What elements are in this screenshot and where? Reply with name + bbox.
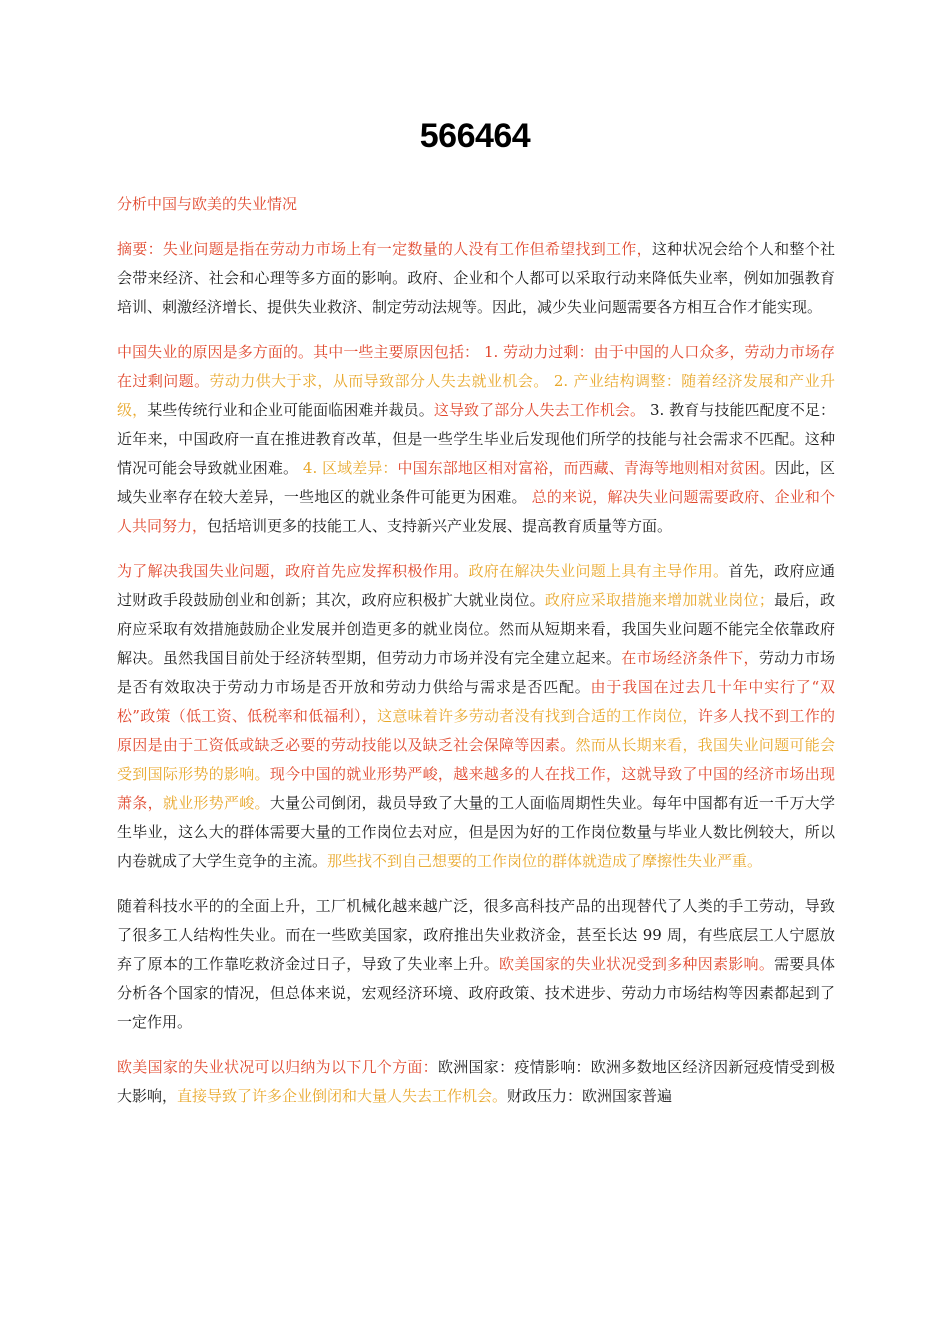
text-segment: 需要具体分析各个国家的情况，但总体来说，宏观经济环境、政府政策、技术进步、劳动力市场结构等因素都起到了一定作用。: [117, 955, 835, 1031]
paragraph: [117, 190, 835, 219]
text-segment: 3. 教育与技能匹配度不足：近年来，中国政府一直在推进教育改革，但是一些学生毕业后发现他们所学的技能与社会需求不匹配。这种情况可能会导致就业困难。: [117, 401, 835, 477]
text-segment: 在市场经济条件下，: [621, 649, 759, 667]
text-segment: 这意味着许多劳动者没有找到合适的工作岗位，: [377, 707, 698, 725]
text-segment: 欧美国家的失业状况受到多种因素影响。: [499, 955, 775, 973]
text-segment: 由于我国在过去几十年中实行了“双松”政策（低工资、低税率和低福利），: [117, 678, 835, 725]
text-segment: 政府应采取措施来增加就业岗位；: [544, 591, 774, 609]
text-segment: 首先，政府应通过财政手段鼓励创业和创新；其次，政府应积极扩大就业岗位。: [117, 562, 835, 609]
text-segment: 为了解决我国失业问题，政府首先应发挥积极作用。: [117, 562, 469, 580]
document-body: [117, 190, 835, 1127]
text-segment: 4. 区域差异：: [302, 459, 398, 477]
text-segment: 那些找不到自己想要的工作岗位的群体就造成了摩擦性失业严重。: [327, 852, 763, 870]
text-segment: 中国东部地区相对富裕，而西藏、青海等地则相对贫困。: [397, 459, 775, 477]
text-segment: 欧美国家的失业状况可以归纳为以下几个方面：: [117, 1058, 438, 1076]
text-segment: 劳动力供大于求，从而导致部分人失去就业机会。 2. 产业结构调整：随着经济发展和产业升级，: [117, 372, 835, 419]
text-segment: 大量公司倒闭，裁员导致了大量的工人面临周期性失业。每年中国都有近一千万大学生毕业，这么大的群体需要大量的工作岗位去对应，但是因为好的工作岗位数量与毕业人数比例较大，所以内卷就成了大学生竞争的主流。: [117, 794, 835, 870]
text-segment: 财政压力：欧洲国家普遍: [507, 1087, 673, 1105]
text-segment: 中国失业的原因是多方面的。其中一些主要原因包括： 1. 劳动力过剩：由于中国的人口众多，劳动力市场存在过剩问题。: [117, 343, 835, 390]
text-segment: 摘要：失业问题是指在劳动力市场上有一定数量的人没有工作但希望找到工作，: [117, 240, 652, 258]
document-title: 566464: [419, 117, 531, 155]
text-segment: 然而从长期来看，我国失业问题可能会受到国际形势的影响。: [117, 736, 835, 783]
text-segment: 欧洲国家：疫情影响：欧洲多数地区经济因新冠疫情受到极大影响，: [117, 1058, 835, 1105]
text-segment: 就业形势严峻。: [162, 794, 270, 812]
paragraph: [117, 338, 835, 541]
text-segment: 现今中国的就业形势严峻，越来越多的人在找工作，这就导致了中国的经济市场出现萧条，: [117, 765, 835, 812]
text-segment: 随着科技水平的的全面上升，工厂机械化越来越广泛，很多高科技产品的出现替代了人类的手工劳动，导致了很多工人结构性失业。而在一些欧美国家，政府推出失业救济金，甚至长达 99 周，有些底层工人宁愿放弃了原本的工作靠吃救济金过日子，导致了失业率上升。: [117, 897, 835, 973]
text-segment: 政府在解决失业问题上具有主导作用。: [468, 562, 729, 580]
text-segment: 许多人找不到工作的原因是由于工资低或缺乏必要的劳动技能以及缺乏社会保障等因素。: [117, 707, 835, 754]
text-segment: 直接导致了许多企业倒闭和大量人失去工作机会。: [177, 1087, 508, 1105]
text-segment: 分析中国与欧美的失业情况: [117, 195, 298, 213]
text-segment: 包括培训更多的技能工人、支持新兴产业发展、提高教育质量等方面。: [207, 517, 673, 535]
text-segment: 因此，区域失业率存在较大差异，一些地区的就业条件可能更为困难。: [117, 459, 835, 506]
paragraph: [117, 557, 835, 876]
text-segment: 某些传统行业和企业可能面临困难并裁员。: [147, 401, 434, 419]
paragraph: [117, 1053, 835, 1111]
text-segment: 这导致了部分人失去工作机会。: [433, 401, 646, 419]
paragraph: [117, 892, 835, 1037]
text-segment: 最后，政府应采取有效措施鼓励企业发展并创造更多的就业岗位。然而从短期来看，我国失业问题不能完全依靠政府解决。虽然我国目前处于经济转型期，但劳动力市场并没有完全建立起来。: [117, 591, 835, 667]
text-segment: 这种状况会给个人和整个社会带来经济、社会和心理等多方面的影响。政府、企业和个人都可以采取行动来降低失业率，例如加强教育培训、刺激经济增长、提供失业救济、制定劳动法规等。因此，减少失业问题需要各方相互合作才能实现。: [117, 240, 835, 316]
text-segment: 劳动力市场是否有效取决于劳动力市场是否开放和劳动力供给与需求是否匹配。: [117, 649, 835, 696]
paragraph: [117, 235, 835, 322]
text-segment: 总的来说，解决失业问题需要政府、企业和个人共同努力，: [117, 488, 835, 535]
